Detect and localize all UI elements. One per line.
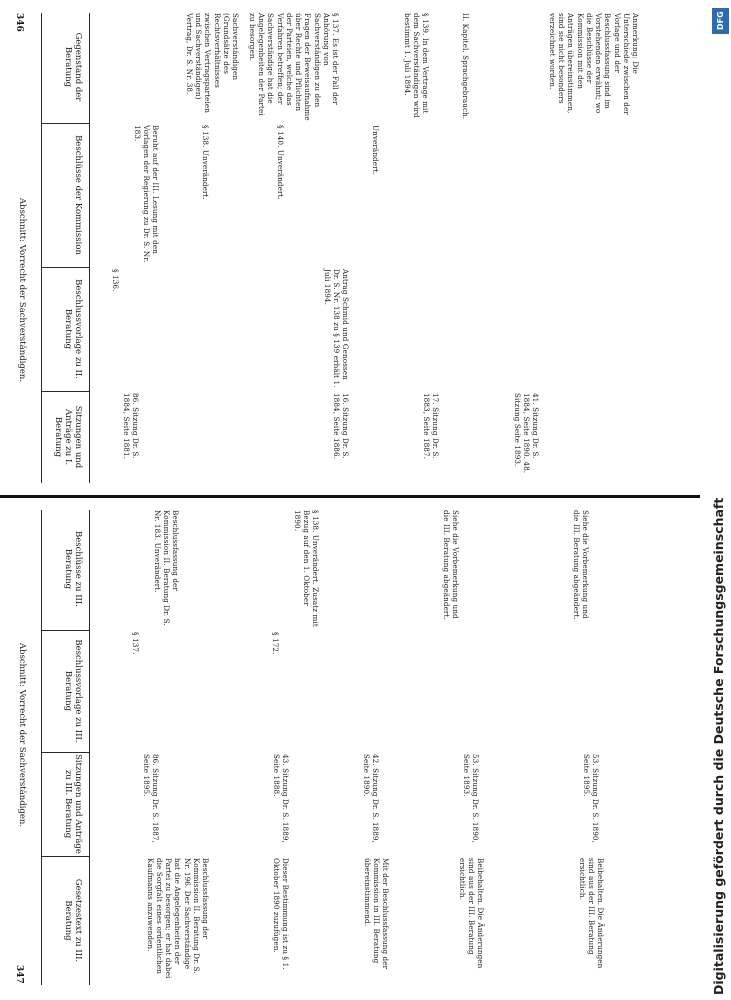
- right-col-divider: [42, 630, 90, 631]
- left-row-topic: § 139. In dem Vertrage mit dem Sachverständigen wird bestimmt 1. Juli 1894.: [402, 13, 430, 118]
- left-header-rule: [89, 13, 90, 483]
- left-row-sessions: 86. Sitzung Dr. S. 1884, Seite 1881.: [121, 393, 140, 460]
- left-col-divider: [42, 391, 90, 392]
- left-row-sessions: 41. Sitzung Dr. S. 1884, Seite 1890. 48. Sitzung Seite 1893.: [512, 393, 540, 474]
- right-row-decision: Siehe die Vorbemerkung und die III. Beratung abgeändert.: [571, 510, 590, 620]
- right-row-sessions: 43. Sitzung Dr. S. 1889, Seite 1888.: [271, 754, 290, 843]
- left-row-proposal: Antrag Schmid und Genossen Dr. S. Nr. 138 zu § 139 erhält 1. Juli 1894.: [322, 269, 350, 388]
- left-header-topic: Gegenstand der Beratung: [63, 32, 83, 102]
- left-row-sessions: 16. Sitzung Dr. S. 1884, Seite 1886.: [331, 393, 350, 460]
- right-table: [40, 510, 680, 985]
- left-page-number: 346: [14, 13, 24, 32]
- left-row-decision: Beruht auf der III. Lesung mit den Vorlagen der Regierung zu Dr. S. Nr. 183.: [132, 125, 160, 263]
- left-row-proposal: § 136.: [111, 269, 120, 292]
- right-header-proposal: Beschlussvorlage zu III. Beratung: [63, 639, 83, 743]
- right-row-text: Beibehalten. Die Änderungen sind aus der III. Beratung ersichtlich.: [457, 858, 485, 969]
- left-row-topic: § 137. Es ist der Fall der Anhörung von Sachverständigen zu den Fragen der Beweisaufnahme über Rechte und Pflichten der Parteien, welche das Verfahren betreffen; der Sachverständige hat die Angelegenheiten der Partei zu besorgen.: [248, 13, 340, 121]
- right-row-decision: Siehe die Vorbemerkung und die III. Beratung abgeändert.: [441, 510, 460, 620]
- right-row-text: Mit der Beschlussfassung der Kommission in III. Beratung übereinstimmend.: [362, 858, 390, 970]
- page-gutter: [0, 495, 700, 498]
- right-row-sessions: 53. Sitzung Dr. S. 1890, Seite 1893.: [461, 754, 480, 843]
- right-running-head: Abschnitt: Vorrecht der Sachverständigen.: [17, 642, 27, 828]
- right-page-number: 347: [14, 965, 24, 984]
- right-row-sessions: 86. Sitzung Dr. S. 1887, Seite 1895.: [141, 754, 160, 843]
- left-header-sessions: Sitzungen und Anträge zu I. Beratung: [53, 405, 83, 469]
- left-col-divider: [42, 123, 90, 124]
- left-row-decision: Unverändert.: [371, 125, 380, 176]
- right-row-decision: Beschlussfassung der Kommission II. Beratung Dr. S. Nr. 183. Unverändert.: [152, 510, 180, 626]
- right-col-divider: [42, 752, 90, 753]
- right-row-sessions: 53. Sitzung Dr. S. 1890, Seite 1895.: [581, 754, 600, 843]
- rotated-book-page: [0, 5, 700, 995]
- left-table: [40, 13, 680, 483]
- right-row-sessions: 42. Sitzung Dr. S. 1889, Seite 1890.: [361, 754, 380, 843]
- left-col-divider: [42, 267, 90, 268]
- right-row-proposal: § 172.: [271, 632, 280, 655]
- right-header-rule: [89, 510, 90, 985]
- left-row-sessions: 17. Sitzung Dr. S. 1883, Seite 1887.: [421, 393, 440, 460]
- right-row-text: Beschlussfassung der Kommission II. Beratung Dr. S. Nr. 196. Der Sachverständige hat die Angelegenheiten der Partei zu besorgen; er hat dabei die Sorgfalt eines ordentlichen Kaufmanns anzuwenden.: [145, 858, 210, 979]
- right-row-text: Dieser Bestimmung ist zu § 1. Oktober 1890 zuzufügen.: [271, 858, 290, 970]
- left-running-head: Abschnitt: Vorrecht der Sachverständigen.: [17, 197, 27, 383]
- left-row-topic: Anmerkung: Die Unterschiede zwischen der Vorlage und der Beschlussfassung sind im Vorstehenden erwähnt; wo die Beschlüsse der Kommission mit den Anträgen übereinstimmen, sind sie nicht besonders verzeichnet worden.: [548, 13, 640, 115]
- right-header-text: Gesetzestext zu III. Beratung: [63, 878, 83, 963]
- right-row-text: Beibehalten. Die Änderungen sind aus der III. Beratung ersichtlich.: [577, 858, 605, 969]
- dfg-logo: DFG: [712, 8, 729, 34]
- left-header-proposal: Beschlussvorlage zu II. Beratung: [63, 279, 83, 379]
- left-top-rule: [41, 13, 42, 483]
- left-row-decision: § 138. Unverändert.: [201, 125, 210, 200]
- left-row-topic: II. Kapitel. Sprachgebrauch.: [461, 13, 470, 120]
- left-row-decision: § 140. Unverändert.: [276, 125, 285, 200]
- left-row-topic: Sachverständigen (Grundsätze des Rechtsverhältnisses zwischen Vertragsparteien und Sachverständigen) Vertrag, Dr. S. Nr. 38.: [184, 13, 240, 114]
- digitization-notice: Digitalisierung gefördert durch die Deutsche Forschungsgemeinschaft: [711, 497, 726, 995]
- left-header-decision: Beschlüsse der Kommission: [73, 135, 83, 255]
- right-row-decision: § 138. Unverändert. Zusatz mit Bezug auf den 1. Oktober 1890.: [292, 510, 320, 627]
- right-col-divider: [42, 856, 90, 857]
- right-header-sessions: Sitzungen und Anträge zu III. Beratung: [63, 754, 83, 854]
- right-top-rule: [41, 510, 42, 985]
- right-row-proposal: § 137.: [131, 632, 140, 655]
- right-header-decision: Beschlüsse zu III. Beratung: [63, 531, 83, 607]
